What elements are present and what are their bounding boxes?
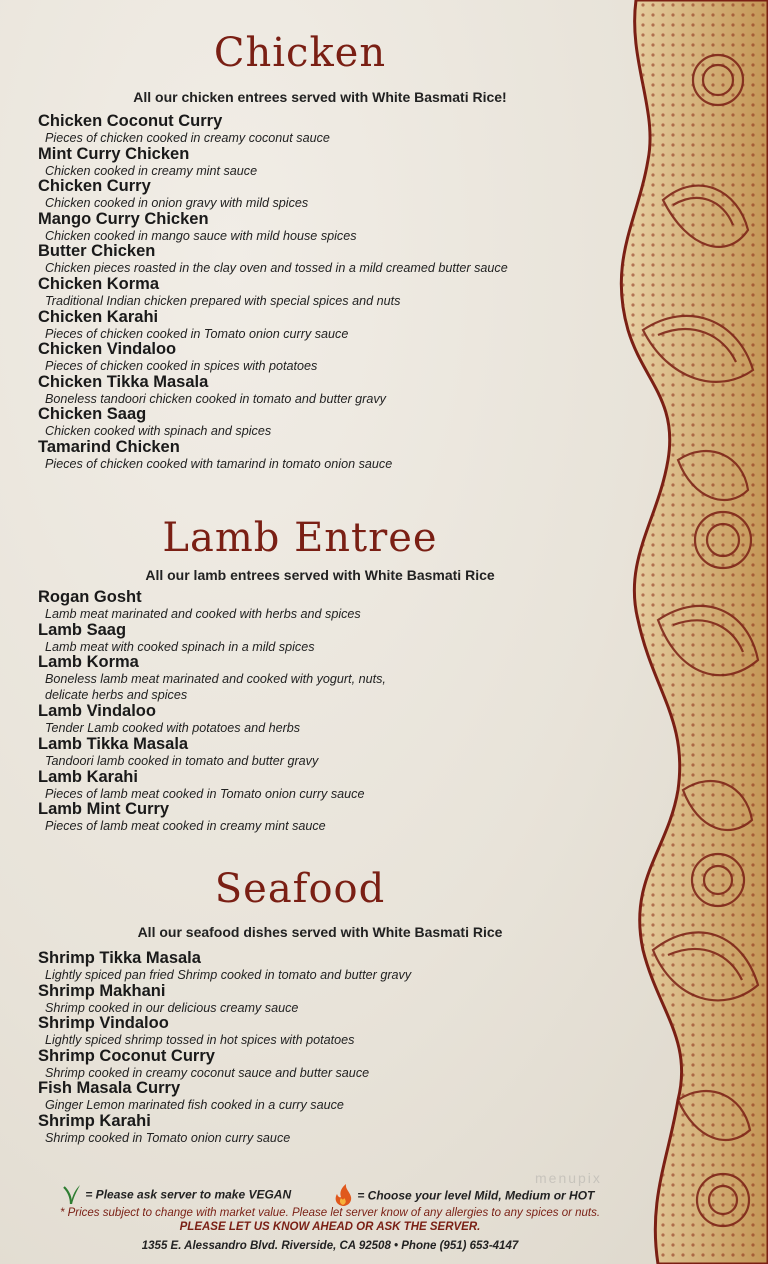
- menu-item: [38, 276, 598, 309]
- lamb-section-subtitle: All our lamb entrees served with White Basmati Rice: [145, 567, 495, 583]
- menu-item-name: Mango Curry Chicken: [38, 209, 209, 228]
- menu-item: [38, 439, 598, 472]
- menu-item: [38, 146, 598, 179]
- vegan-legend: [62, 1183, 291, 1208]
- menu-item: [38, 1015, 598, 1048]
- menu-item-name: Shrimp Tikka Masala: [38, 949, 201, 967]
- menu-item-description: Pieces of chicken cooked with tamarind in tomato onion sauce: [45, 457, 393, 471]
- menu-item: [38, 406, 598, 439]
- menu-item-name: Lamb Vindaloo: [38, 702, 156, 721]
- menu-item-description: Lightly spiced pan fried Shrimp cooked in tomato and butter gravy: [45, 968, 412, 982]
- menu-item-name: Shrimp Karahi: [38, 1112, 151, 1130]
- menu-item-description: Boneless lamb meat marinated and cooked with yogurt, nuts,: [45, 672, 386, 687]
- advance-notice: PLEASE LET US KNOW AHEAD OR ASK THE SERVER.: [179, 1221, 481, 1233]
- menu-item-description: Lightly spiced shrimp tossed in hot spices with potatoes: [45, 1033, 355, 1048]
- menu-item: [38, 589, 598, 622]
- menu-item-name: Shrimp Coconut Curry: [38, 1046, 215, 1065]
- menu-item-name: Lamb Saag: [38, 620, 127, 639]
- menu-item-description: Tandoori lamb cooked in tomato and butter gravy: [45, 753, 319, 768]
- menu-item-description-continued: delicate herbs and spices: [45, 688, 188, 703]
- menu-item-description: Pieces of chicken cooked in creamy coconut sauce: [45, 131, 330, 145]
- menu-item-name: Chicken Saag: [38, 405, 147, 424]
- menu-item-description: Chicken cooked in mango sauce with mild house spices: [45, 228, 357, 243]
- menu-item: [38, 622, 598, 655]
- menu-item: [38, 801, 598, 834]
- menu-item-name: Shrimp Makhani: [38, 981, 166, 1000]
- menu-item-description: Pieces of lamb meat cooked in Tomato onion curry sauce: [45, 786, 365, 801]
- menu-item: [38, 309, 598, 342]
- menu-item-name: Tamarind Chicken: [38, 438, 180, 456]
- menu-item: [38, 374, 598, 407]
- chicken-section-title: Chicken: [213, 30, 387, 76]
- spice-legend: [332, 1183, 594, 1210]
- menu-item: [38, 1048, 598, 1081]
- menu-item-description: Ginger Lemon marinated fish cooked in a curry sauce: [45, 1098, 344, 1113]
- spice-legend-text: = Choose your level Mild, Medium or HOT: [357, 1188, 595, 1203]
- menu-item-description: Chicken cooked with spinach and spices: [45, 424, 272, 439]
- menu-item-name: Chicken Tikka Masala: [38, 372, 209, 391]
- menu-item: [38, 1113, 598, 1146]
- menu-item-description: Chicken cooked in creamy mint sauce: [45, 163, 258, 178]
- menu-item: [38, 113, 598, 146]
- menu-item-description: Shrimp cooked in our delicious creamy sauce: [45, 1000, 299, 1015]
- menu-item-description: Chicken cooked in onion gravy with mild spices: [45, 196, 309, 211]
- menu-item-description: Boneless tandoori chicken cooked in tomato and butter gravy: [45, 391, 386, 406]
- menu-item-name: Rogan Gosht: [38, 588, 142, 606]
- menu-item-name: Chicken Vindaloo: [38, 340, 177, 359]
- menu-item-name: Lamb Korma: [38, 653, 139, 672]
- menu-item-name: Fish Masala Curry: [38, 1079, 181, 1098]
- restaurant-address-phone: 1355 E. Alessandro Blvd. Riverside, CA 92508 • Phone (951) 653-4147: [141, 1240, 519, 1252]
- menu-item: [38, 341, 598, 374]
- menu-item-description: Pieces of lamb meat cooked in creamy mint sauce: [45, 819, 326, 834]
- menu-item: [38, 983, 598, 1016]
- menu-item: [38, 243, 598, 276]
- flame-icon: [332, 1183, 354, 1210]
- seafood-section-title: Seafood: [214, 866, 386, 912]
- menu-item-name: Shrimp Vindaloo: [38, 1014, 169, 1033]
- menu-item: [38, 950, 598, 983]
- menu-item-description: Pieces of chicken cooked in spices with potatoes: [45, 359, 318, 374]
- menu-item: [38, 703, 598, 736]
- menu-item-description: Lamb meat with cooked spinach in a mild spices: [45, 639, 315, 654]
- menu-item-description: Shrimp cooked in Tomato onion curry sauce: [45, 1131, 291, 1145]
- menu-item-description: Chicken pieces roasted in the clay oven and tossed in a mild creamed butter sauce: [45, 261, 508, 276]
- menu-item-description: Traditional Indian chicken prepared with special spices and nuts: [45, 294, 401, 308]
- menu-item-name: Chicken Coconut Curry: [38, 112, 223, 130]
- vegan-legend-text: = Please ask server to make VEGAN: [85, 1187, 292, 1202]
- lamb-section-title: Lamb Entree: [162, 515, 438, 561]
- menu-item-description: Shrimp cooked in creamy coconut sauce and butter sauce: [45, 1065, 370, 1080]
- chicken-section-subtitle: All our chicken entrees served with White Basmati Rice!: [133, 89, 507, 105]
- menu-item: [38, 654, 598, 703]
- seafood-section-subtitle: All our seafood dishes served with White Basmati Rice: [137, 924, 503, 940]
- watermark: menupix: [535, 1170, 602, 1186]
- menu-item: [38, 1080, 598, 1113]
- leaf-icon: [62, 1183, 82, 1208]
- menu-item: [38, 769, 598, 802]
- henna-border-decoration: [618, 0, 768, 1264]
- menu-item: [38, 211, 598, 244]
- menu-item: [38, 736, 598, 769]
- menu-item-description: Tender Lamb cooked with potatoes and herbs: [45, 721, 301, 736]
- menu-item-description: Lamb meat marinated and cooked with herbs and spices: [45, 607, 361, 621]
- menu-item-name: Chicken Karahi: [38, 307, 159, 326]
- menu-item: [38, 178, 598, 211]
- menu-item-name: Chicken Korma: [38, 275, 160, 293]
- menu-item-name: Butter Chicken: [38, 242, 156, 261]
- menu-item-name: Mint Curry Chicken: [38, 144, 190, 163]
- price-allergy-note: * Prices subject to change with market value. Please let server know of any allergies to any spices or nuts.: [59, 1207, 601, 1219]
- menu-item-name: Lamb Tikka Masala: [38, 734, 189, 753]
- menu-item-name: Lamb Karahi: [38, 767, 138, 786]
- menu-item-name: Lamb Mint Curry: [38, 800, 170, 819]
- menu-item-description: Pieces of chicken cooked in Tomato onion curry sauce: [45, 326, 349, 341]
- menu-item-name: Chicken Curry: [38, 177, 151, 196]
